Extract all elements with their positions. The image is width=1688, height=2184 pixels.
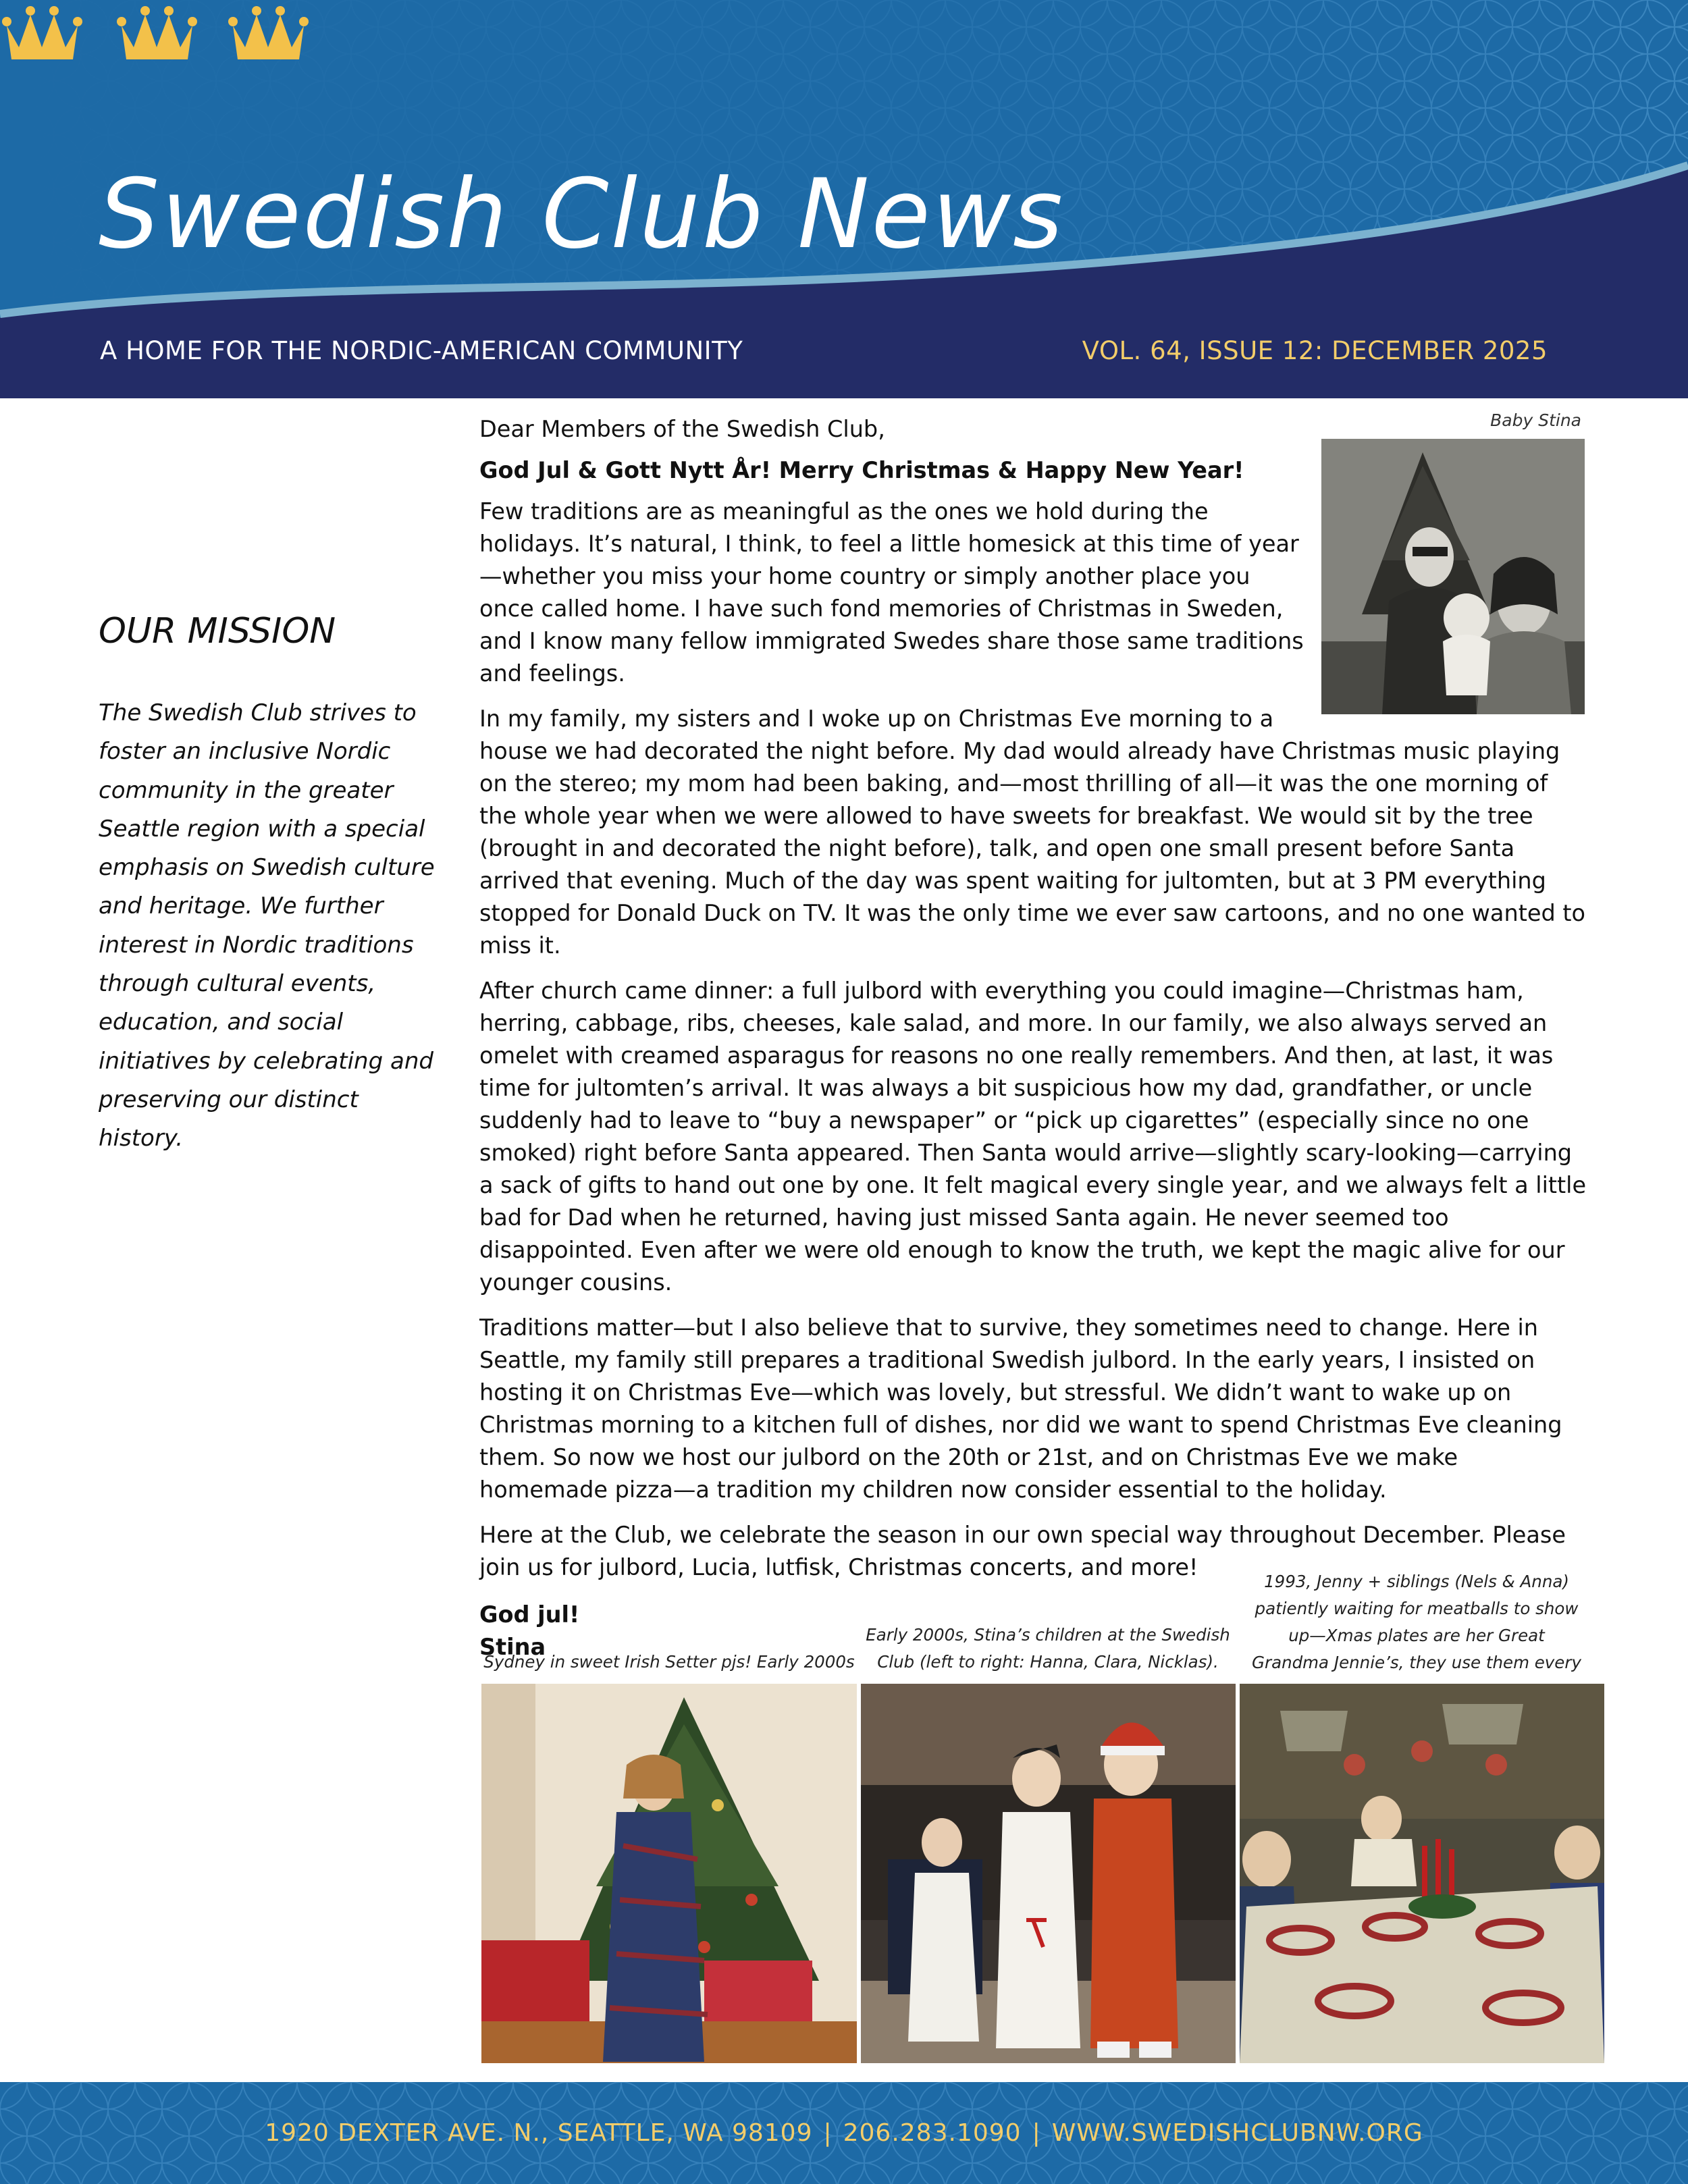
- photo-caption-sydney: Sydney in sweet Irish Setter pjs! Early 2000s: [483, 1652, 855, 1672]
- baby-stina-caption: Baby Stina: [1490, 410, 1581, 430]
- footer: [0, 2082, 1688, 2184]
- president-letter: [479, 410, 1587, 1676]
- tagline: A HOME FOR THE NORDIC-AMERICAN COMMUNITY: [100, 336, 743, 365]
- footer-contact: [0, 2082, 1688, 2184]
- photo-caption-children: Early 2000s, Stina’s children at the Swedish Club (left to right: Hanna, Clara, Nicklas).: [866, 1625, 1230, 1672]
- footer-address: 1920 DEXTER AVE. N., SEATTLE, WA 98109: [265, 2119, 813, 2147]
- photo-stina-children: [861, 1684, 1236, 2063]
- holiday-greeting: God Jul & Gott Nytt År! Merry Christmas & Happy New Year!: [479, 457, 1244, 483]
- letter-paragraph-4: Traditions matter—but I also believe that to survive, they sometimes need to change. Here in Seattle, my family still prepares a traditional Swedish julbord. In the early years, I insisted on hosting it on Christmas Eve—which was lovely, but stressful. We didn’t want to wake up on Christmas morning to a kitchen full of dishes, nor did we want to spend Christmas Eve cleaning them. So now we host our julbord on the 20th or 21st, and on Christmas Eve we make homemade pizza—a tradition my children now consider essential to the holiday.: [479, 1314, 1562, 1503]
- footer-separator: |: [1032, 2119, 1041, 2147]
- baby-stina-photo: [1321, 439, 1585, 714]
- newsletter-title: Swedish Club News: [99, 159, 1065, 270]
- footer-phone[interactable]: 206.283.1090: [843, 2119, 1022, 2147]
- letter-paragraph-3: After church came dinner: a full julbord with everything you could imagine—Christmas ham, herring, cabbage, ribs, cheeses, kale salad, and more. In our family, we also always served an omelet with creamed asparagus for reasons no one really remembers. And then, at last, it was time for jultomten’s arrival. It was always a bit suspicious how my dad, grandfather, or uncle suddenly had to leave to “buy a newspaper” or “pick up cigarettes” (especially since no one smoked) right before Santa appeared. Then Santa would arrive—slightly scary-looking—carrying a sack of gifts to hand out one by one. It felt magical every single year, and we always felt a little bad for Dad when he returned, having just missed Santa again. He never seemed too disappointed. Even after we were old enough to know the truth, we kept the magic alive for our younger cousins.: [479, 978, 1587, 1296]
- photo-sydney-tree: [481, 1684, 857, 2063]
- letter-paragraph-5: Here at the Club, we celebrate the season in our own special way throughout December. Please join us for julbord, Lucia, lutfisk, Christmas concerts, and more!: [479, 1522, 1566, 1580]
- masthead: [0, 0, 1688, 398]
- signoff-line: God jul!: [479, 1601, 580, 1628]
- photo-caption-jenny: 1993, Jenny + siblings (Nels & Anna) patiently waiting for meatballs to show up—Xmas plates are her Great Grandma Jennie’s, they use them every: [1252, 1572, 1581, 1672]
- letter-paragraph-2: In my family, my sisters and I woke up on Christmas Eve morning to a house we had decorated the night before. My dad would already have Christmas music playing on the stereo; my mom had been baking, and—most thrilling of all—it was the one morning of the whole year when we were allowed to have sweets for breakfast. We would sit by the tree (brought in and decorated the night before), talk, and open one small present before Santa arrived that evening. Much of the day was spent waiting for jultomten, but at 3 PM everything stopped for Donald Duck on TV. It was the only time we ever saw cartoons, and no one wanted to miss it.: [479, 705, 1585, 959]
- mission-text: The Swedish Club strives to foster an inclusive Nordic community in the greater Seattle region with a special emphasis on Swedish culture and heritage. We further interest in Nordic traditions through cultural events, education, and social initiatives by celebrating and preserving our distinct history.: [99, 699, 435, 1152]
- footer-website-link[interactable]: WWW.SWEDISHCLUBNW.ORG: [1051, 2119, 1423, 2147]
- salutation: Dear Members of the Swedish Club,: [479, 416, 885, 442]
- baby-stina-figure: [1320, 408, 1587, 714]
- issue-info: VOL. 64, ISSUE 12: DECEMBER 2025: [1082, 336, 1548, 365]
- crowns-icon: [0, 0, 317, 68]
- mission-heading: OUR MISSION: [99, 611, 336, 651]
- photo-jenny-siblings: [1240, 1684, 1604, 2063]
- letter-paragraph-1: Few traditions are as meaningful as the ones we hold during the holidays. It’s natural, I think, to feel a little homesick at this time of year—whether you miss your home country or simply another place you once called home. I have such fond memories of Christmas in Sweden, and I know many fellow immigrated Swedes share those same traditions and feelings.: [479, 498, 1304, 687]
- signature: Stina: [479, 1634, 546, 1660]
- footer-separator: |: [823, 2119, 833, 2147]
